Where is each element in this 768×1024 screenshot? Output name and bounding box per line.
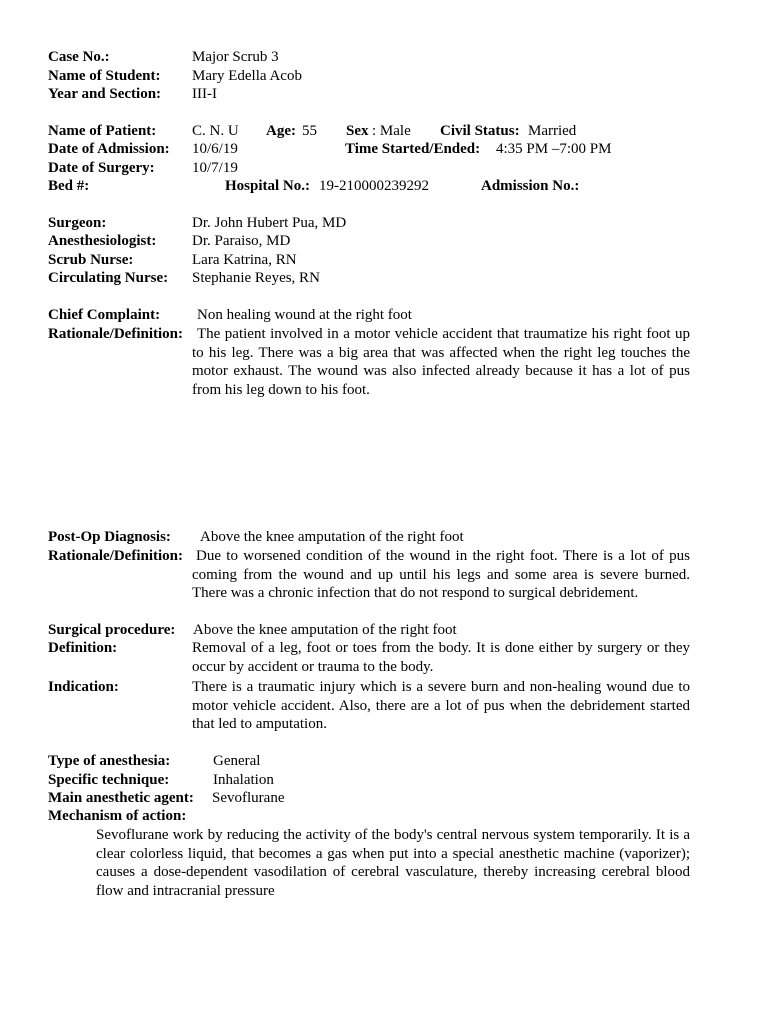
year-section-value: III-I xyxy=(192,86,217,102)
admission-no-label: Admission No.: xyxy=(481,178,580,194)
hospital-no-value: 19-210000239292 xyxy=(319,178,429,194)
surgical-procedure-value: Above the knee amputation of the right foot xyxy=(193,622,457,638)
surgery-date-value: 10/7/19 xyxy=(192,160,238,176)
admission-date-label: Date of Admission: xyxy=(48,141,170,157)
scrub-nurse-value: Lara Katrina, RN xyxy=(192,252,297,268)
civil-status-value: Married xyxy=(528,123,577,139)
postop-diagnosis-value: Above the knee amputation of the right foot xyxy=(200,529,464,545)
year-section-label: Year and Section: xyxy=(48,86,162,102)
anesthesiologist-value: Dr. Paraiso, MD xyxy=(192,233,291,249)
anesthetic-agent-label: Main anesthetic agent: xyxy=(48,790,194,806)
student-value: Mary Edella Acob xyxy=(192,68,302,84)
complaint-rationale-text: The patient involved in a motor vehicle accident that traumatize his right foot up to his leg. There was a big area that was affected when the right leg touches the motor exhaust. The wound was also infected already because it has a lot of pus from his leg down to his foot. xyxy=(192,326,690,398)
scrub-nurse-label: Scrub Nurse: xyxy=(48,252,134,268)
mechanism-label: Mechanism of action: xyxy=(48,808,187,824)
postop-rationale-label: Rationale/Definition: xyxy=(48,548,183,564)
complaint-rationale-label: Rationale/Definition: xyxy=(48,326,183,342)
chief-complaint-label: Chief Complaint: xyxy=(48,307,161,323)
student-label: Name of Student: xyxy=(48,68,161,84)
case-no-value: Major Scrub 3 xyxy=(192,49,279,65)
bed-label: Bed #: xyxy=(48,178,90,194)
surgery-date-label: Date of Surgery: xyxy=(48,160,155,176)
anesthetic-agent-value: Sevoflurane xyxy=(212,790,285,806)
age-label: Age: xyxy=(266,123,296,139)
definition-text: Removal of a leg, foot or toes from the body. It is done either by surgery or they occur by accident or trauma to the body. xyxy=(192,640,690,675)
indication-label: Indication: xyxy=(48,679,119,695)
surgical-procedure-label: Surgical procedure: xyxy=(48,622,176,638)
case-no-label: Case No.: xyxy=(48,49,110,65)
definition-label: Definition: xyxy=(48,640,118,656)
time-value: 4:35 PM –7:00 PM xyxy=(496,141,612,157)
time-label: Time Started/Ended: xyxy=(345,141,481,157)
circulating-nurse-label: Circulating Nurse: xyxy=(48,270,169,286)
civil-status-label: Civil Status: xyxy=(440,123,520,139)
surgeon-value: Dr. John Hubert Pua, MD xyxy=(192,215,347,231)
circulating-nurse-value: Stephanie Reyes, RN xyxy=(192,270,320,286)
patient-name-value: C. N. U xyxy=(192,123,239,139)
anesthesia-type-label: Type of anesthesia: xyxy=(48,753,171,769)
indication-text: There is a traumatic injury which is a severe burn and non-healing wound due to motor vehicle accident. Also, there are a lot of pus when the debridement started that led to amputation. xyxy=(192,679,690,732)
technique-value: Inhalation xyxy=(213,772,274,788)
age-value: 55 xyxy=(302,123,317,139)
surgeon-label: Surgeon: xyxy=(48,215,107,231)
technique-label: Specific technique: xyxy=(48,772,170,788)
postop-rationale-text: Due to worsened condition of the wound in the right foot. There is a lot of pus coming from the wound and up until his legs and some area is severe burned. There was a chronic infection that do not respond to surgical debridement. xyxy=(192,548,690,601)
patient-name-label: Name of Patient: xyxy=(48,123,157,139)
postop-diagnosis-label: Post-Op Diagnosis: xyxy=(48,529,171,545)
hospital-no-label: Hospital No.: xyxy=(225,178,311,194)
chief-complaint-value: Non healing wound at the right foot xyxy=(197,307,412,323)
anesthesia-type-value: General xyxy=(213,753,261,769)
mechanism-text: Sevoflurane work by reducing the activity of the body's central nervous system temporarily. It is a clear colorless liquid, that becomes a gas when put into a special anesthetic machine (vaporizer); causes a dose-dependent vasodilation of cerebral vasculature, thereby increasing cerebral blood flow and intracranial pressure xyxy=(96,827,690,899)
anesthesiologist-label: Anesthesiologist: xyxy=(48,233,157,249)
sex-value: : Male xyxy=(372,123,411,139)
sex-label: Sex xyxy=(346,123,369,139)
admission-date-value: 10/6/19 xyxy=(192,141,238,157)
